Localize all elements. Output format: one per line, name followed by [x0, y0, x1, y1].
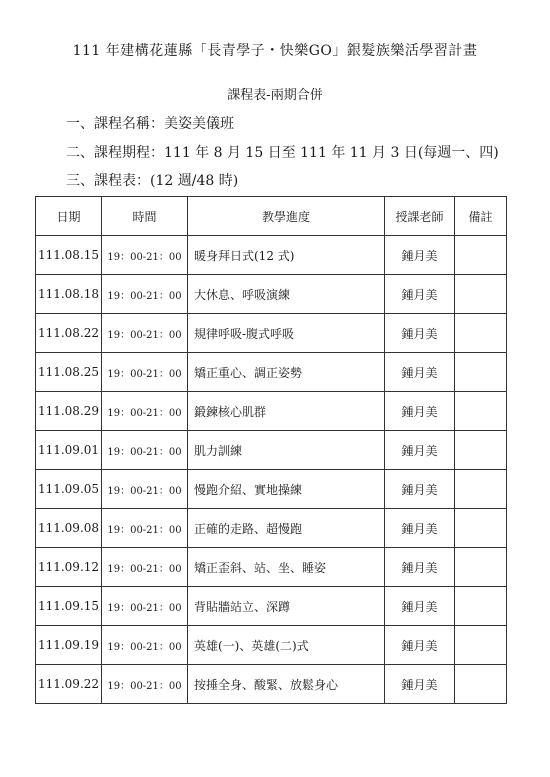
row-note	[455, 392, 507, 431]
row-teacher: 鍾月美	[385, 587, 455, 626]
row-time: 19：00-21：00	[102, 665, 188, 704]
row-date: 111.09.01	[36, 431, 102, 470]
row-teacher: 鍾月美	[385, 548, 455, 587]
table-header-row	[36, 197, 507, 236]
row-time: 19：00-21：00	[102, 548, 188, 587]
row-time: 19：00-21：00	[102, 392, 188, 431]
row-date: 111.09.12	[36, 548, 102, 587]
row-content: 矯正重心、調正姿勢	[188, 353, 385, 392]
header-time: 時間	[102, 197, 188, 236]
header-teacher: 授課老師	[385, 197, 455, 236]
row-teacher: 鍾月美	[385, 353, 455, 392]
row-date: 111.08.15	[36, 236, 102, 275]
row-date: 111.09.05	[36, 470, 102, 509]
row-time: 19：00-21：00	[102, 236, 188, 275]
table-row	[36, 470, 507, 509]
row-content: 鍛鍊核心肌群	[188, 392, 385, 431]
row-date: 111.08.18	[36, 275, 102, 314]
row-content: 規律呼吸-腹式呼吸	[188, 314, 385, 353]
table-row	[36, 587, 507, 626]
table-row	[36, 392, 507, 431]
table-row	[36, 431, 507, 470]
row-content: 正確的走路、超慢跑	[188, 509, 385, 548]
row-note	[455, 275, 507, 314]
row-note	[455, 353, 507, 392]
header-date: 日期	[36, 197, 102, 236]
row-teacher: 鍾月美	[385, 236, 455, 275]
row-teacher: 鍾月美	[385, 509, 455, 548]
row-note	[455, 665, 507, 704]
row-content: 背貼牆站立、深蹲	[188, 587, 385, 626]
table-row	[36, 548, 507, 587]
table-row	[36, 314, 507, 353]
course-name: 一、課程名稱：美姿美儀班	[66, 116, 234, 132]
header-note: 備註	[455, 197, 507, 236]
row-date: 111.08.22	[36, 314, 102, 353]
row-time: 19：00-21：00	[102, 314, 188, 353]
row-content: 肌力訓練	[188, 431, 385, 470]
schedule-table	[35, 196, 507, 704]
row-teacher: 鍾月美	[385, 470, 455, 509]
row-time: 19：00-21：00	[102, 353, 188, 392]
row-teacher: 鍾月美	[385, 314, 455, 353]
row-time: 19：00-21：00	[102, 470, 188, 509]
row-content: 慢跑介紹、實地操練	[188, 470, 385, 509]
document-subtitle: 課程表-兩期合併	[227, 88, 323, 103]
table-row	[36, 353, 507, 392]
row-time: 19：00-21：00	[102, 509, 188, 548]
row-content: 按捶全身、酸緊、放鬆身心	[188, 665, 385, 704]
row-content: 大休息、呼吸演練	[188, 275, 385, 314]
row-content: 矯正歪斜、站、坐、睡姿	[188, 548, 385, 587]
row-date: 111.09.15	[36, 587, 102, 626]
row-time: 19：00-21：00	[102, 431, 188, 470]
row-note	[455, 470, 507, 509]
row-date: 111.08.29	[36, 392, 102, 431]
table-row	[36, 275, 507, 314]
row-note	[455, 587, 507, 626]
row-note	[455, 431, 507, 470]
row-time: 19：00-21：00	[102, 275, 188, 314]
schedule-label: 三、課程表：(12 週/48 時)	[66, 173, 239, 189]
row-teacher: 鍾月美	[385, 392, 455, 431]
schedule-body	[36, 236, 507, 704]
row-teacher: 鍾月美	[385, 431, 455, 470]
table-row	[36, 509, 507, 548]
row-teacher: 鍾月美	[385, 275, 455, 314]
row-note	[455, 548, 507, 587]
row-date: 111.09.08	[36, 509, 102, 548]
table-row	[36, 236, 507, 275]
row-note	[455, 509, 507, 548]
table-row	[36, 626, 507, 665]
table-row	[36, 665, 507, 704]
document-title: 111 年建構花蓮縣「長青學子・快樂GO」銀髮族樂活學習計畫	[72, 43, 478, 59]
course-period: 二、課程期程：111 年 8 月 15 日至 111 年 11 月 3 日(每週一、四)	[66, 145, 499, 161]
row-date: 111.09.22	[36, 665, 102, 704]
row-note	[455, 314, 507, 353]
row-time: 19：00-21：00	[102, 626, 188, 665]
row-content: 英雄(一)、英雄(二)式	[188, 626, 385, 665]
row-content: 暖身拜日式(12 式)	[188, 236, 385, 275]
row-date: 111.08.25	[36, 353, 102, 392]
row-teacher: 鍾月美	[385, 665, 455, 704]
header-content: 教學進度	[188, 197, 385, 236]
row-note	[455, 236, 507, 275]
row-time: 19：00-21：00	[102, 587, 188, 626]
row-note	[455, 626, 507, 665]
row-teacher: 鍾月美	[385, 626, 455, 665]
row-date: 111.09.19	[36, 626, 102, 665]
